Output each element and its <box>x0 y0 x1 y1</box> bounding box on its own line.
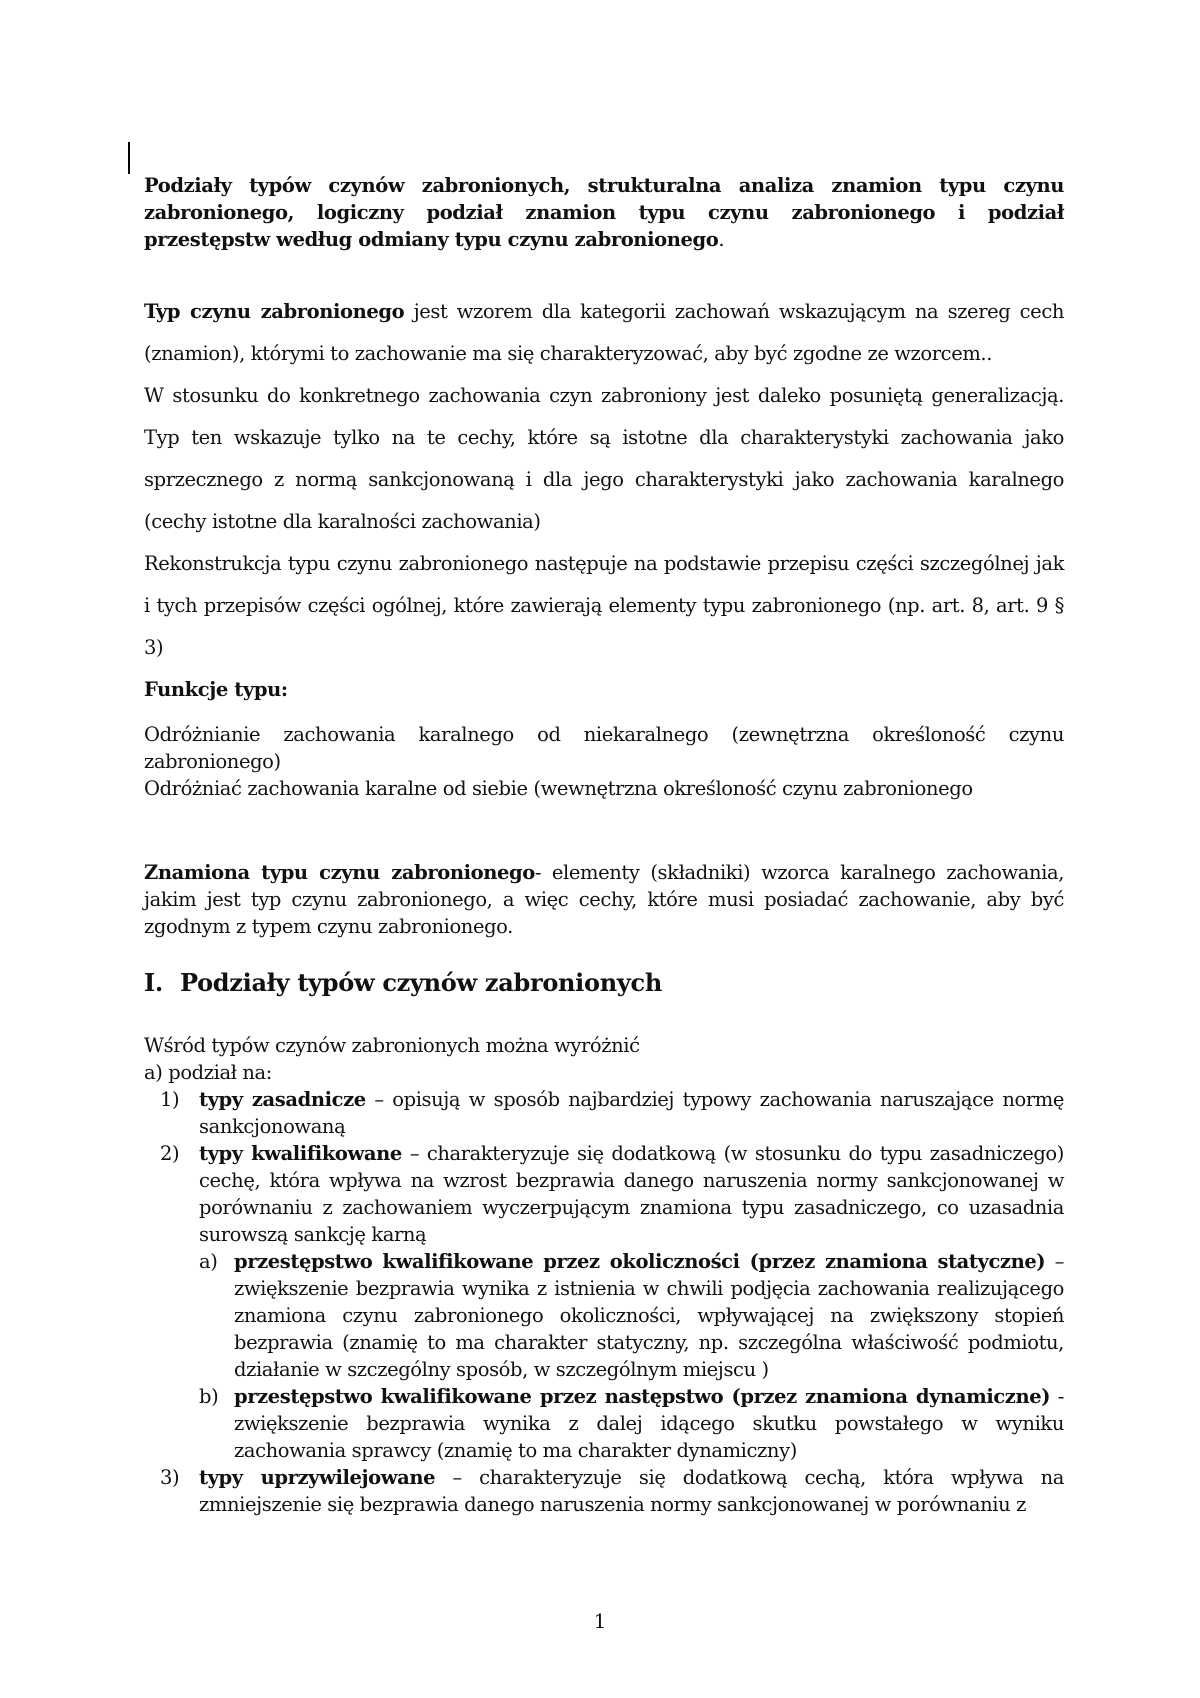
sublist-marker: a) <box>199 1250 218 1273</box>
section-heading <box>144 968 662 997</box>
section-title: Podziały typów czynów zabronionych <box>180 968 662 997</box>
funkcje-heading-text: Funkcje typu: <box>144 678 288 701</box>
classification-list <box>144 1032 1064 1518</box>
sublist-term: przestępstwo kwalifikowane przez następstwo (przez znamiona dynamiczne) <box>234 1385 1051 1408</box>
znamiona-definition <box>144 859 1064 940</box>
list-text: – charakteryzuje się dodatkową (w stosunku do typu zasadniczego) cechę, która wpływa na wzrost bezprawia danego naruszenia normy sankcjonowanej w porównaniu z zachowaniem wyczerpującym znamiona typu zasadniczego, co uzasadnia surowszą sankcję karną <box>199 1142 1064 1246</box>
list-marker: 1) <box>160 1088 180 1111</box>
sublist-term: przestępstwo kwalifikowane przez okoliczności (przez znamiona statyczne) <box>234 1250 1046 1273</box>
typ-definition-block <box>144 291 1064 711</box>
sublist-item <box>144 1248 1064 1383</box>
znamiona-text: - elementy (składniki) wzorca karalnego zachowania, jakim jest typ czynu zabronionego, a więc cechy, które musi posiadać zachowanie, aby być zgodnym z typem czynu zabronionego. <box>144 861 1064 938</box>
list-item <box>144 1140 1064 1248</box>
typ-definition <box>144 291 1064 375</box>
text-cursor <box>128 142 130 174</box>
page-number: 1 <box>593 1610 607 1633</box>
list-item <box>144 1086 1064 1140</box>
document-title <box>144 172 1064 253</box>
list-term: typy zasadnicze <box>199 1088 366 1111</box>
intro-line-1: Wśród typów czynów zabronionych można wyróżnić <box>144 1034 640 1057</box>
typ-definition-text: jest wzorem dla kategorii zachowań wskazującym na szereg cech (znamion), którymi to zachowanie ma się charakteryzować, aby być zgodne ze wzorcem.. <box>144 300 1065 365</box>
list-text: – charakteryzuje się dodatkową cechą, która wpływa na zmniejszenie się bezprawia danego naruszenia normy sankcjonowanej w porównaniu z <box>199 1466 1064 1516</box>
paragraph-generalizacja: W stosunku do konkretnego zachowania czyn zabroniony jest daleko posuniętą generalizacją. Typ ten wskazuje tylko na te cechy, które są istotne dla charakterystyki zachowania jako sprzecznego z normą sankcjonowaną i dla jego charakterystyki jako zachowania karalnego (cechy istotne dla karalności zachowania) <box>144 384 1064 533</box>
list-term: typy kwalifikowane <box>199 1142 402 1165</box>
funkcje-heading <box>144 669 1064 711</box>
funkcje-item-1: Odróżnianie zachowania karalnego od niekaralnego (zewnętrzna określoność czynu zabronionego) <box>144 723 1064 773</box>
title-text: Podziały typów czynów zabronionych, strukturalna analiza znamion typu czynu zabronionego, logiczny podział znamion typu czynu zabronionego i podział przestępstw według odmiany typu czynu zabronionego <box>144 174 1064 251</box>
list-marker: 3) <box>160 1466 180 1489</box>
title-suffix: . <box>718 228 725 251</box>
funkcje-item-2: Odróżniać zachowania karalne od siebie (wewnętrzna określoność czynu zabronionego <box>144 777 973 800</box>
section-number: I. <box>144 968 163 997</box>
list-term: typy uprzywilejowane <box>199 1466 436 1489</box>
paragraph-rekonstrukcja: Rekonstrukcja typu czynu zabronionego następuje na podstawie przepisu części szczególnej jak i tych przepisów części ogólnej, które zawierają elementy typu zabronionego (np. art. 8, art. 9 § 3) <box>144 552 1064 659</box>
intro-line-2: a) podział na: <box>144 1061 272 1084</box>
typ-term: Typ czynu zabronionego <box>144 300 405 323</box>
list-marker: 2) <box>160 1142 180 1165</box>
list-text: – opisują w sposób najbardziej typowy zachowania naruszające normę sankcjonowaną <box>199 1088 1064 1138</box>
sublist-text: – zwiększenie bezprawia wynika z istnienia w chwili podjęcia zachowania realizującego znamiona czynu zabronionego okoliczności, wpływającej na zwiększony stopień bezprawia (znamię to ma charakter statyczny, np. szczególna właściwość podmiotu, działanie w szczególny sposób, w szczególnym miejscu ) <box>234 1250 1064 1381</box>
znamiona-term: Znamiona typu czynu zabronionego <box>144 861 535 884</box>
sublist-item <box>144 1383 1064 1464</box>
sublist-text: - zwiększenie bezprawia wynika z dalej idącego skutku powstałego w wyniku zachowania sprawcy (znamię to ma charakter dynamiczny) <box>234 1385 1064 1462</box>
list-item <box>144 1464 1064 1518</box>
sublist-marker: b) <box>199 1385 219 1408</box>
funkcje-list <box>144 721 1064 802</box>
